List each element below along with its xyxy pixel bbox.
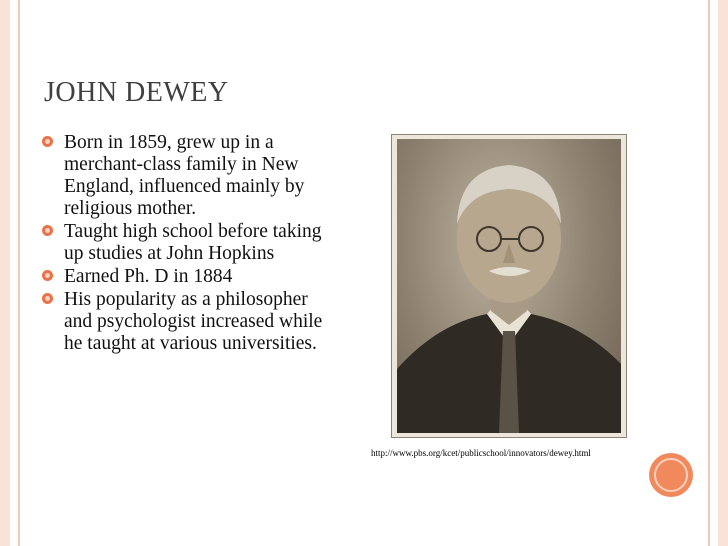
bullet-text: Born in 1859, grew up in a merchant-class family in New England, influenced mainly by religious mother.: [64, 132, 305, 219]
left-decorative-line: [18, 0, 20, 546]
bullet-text: Taught high school before taking up studies at John Hopkins: [64, 221, 322, 264]
slide-title: JOHN DEWEY: [44, 77, 229, 108]
left-decorative-band: [0, 0, 10, 546]
portrait-photo-image: [397, 139, 621, 433]
portrait-photo: [391, 134, 627, 438]
bullet-icon: [42, 136, 53, 147]
bullet-item: [40, 221, 340, 265]
bullet-icon: [42, 293, 53, 304]
bullet-text: His popularity as a philosopher and psychologist increased while he taught at various universities.: [64, 289, 323, 354]
bullet-item: [40, 266, 340, 288]
decorative-circle-icon: [649, 453, 693, 497]
bullet-item: [40, 289, 340, 355]
portrait-icon: [397, 139, 621, 433]
bullet-text: Earned Ph. D in 1884: [64, 266, 233, 287]
right-decorative-line: [708, 0, 710, 546]
image-source-caption: http://www.pbs.org/kcet/publicschool/innovators/dewey.html: [371, 448, 591, 458]
bullet-item: [40, 132, 340, 220]
bullet-icon: [42, 225, 53, 236]
bullet-icon: [42, 270, 53, 281]
bullet-list: [40, 132, 340, 356]
right-decorative-band: [718, 0, 728, 546]
